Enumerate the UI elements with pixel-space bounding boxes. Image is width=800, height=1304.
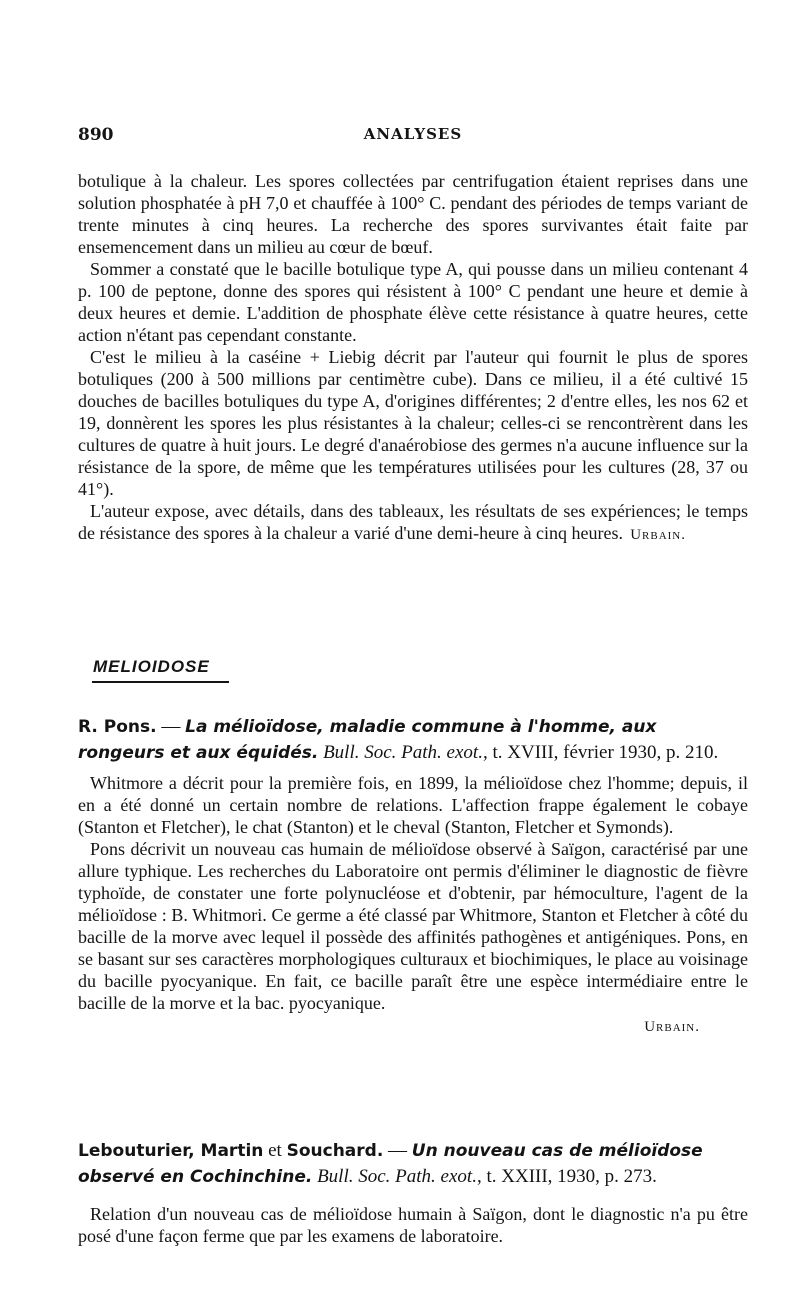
paragraph: Pons décrivit un nouveau cas humain de mélioïdose observé à Saïgon, caractérisé par une allure typhique. Les recherches du Laboratoire ont permis d'éliminer le diagnostic de fièvre typhoïde, de constater une forte polynucléose et d'obtenir, par hémoculture, l'agent de la mélioïdose : B. Whitmori. Ce germe a été classé par Whitmore, Stanton et Fletcher à côté du bacille de la morve avec lequel il possède des affinités pathogènes et antigéniques. Pons, en se basant sur ses caractères morphologiques culturaux et biochimiques, le place au voisinage du bacille pyocyanique. En fait, ce bacille paraît être une espèce intermédiaire entre le bacille de la morve et la bac. pyocyanique. xyxy=(78,839,748,1013)
running-head xyxy=(78,125,748,149)
review-authors: R. Pons. xyxy=(78,717,157,737)
section-rule xyxy=(92,681,229,683)
review-authors-conjunction: et xyxy=(263,1140,287,1161)
paragraph: botulique à la chaleur. Les spores collectées par centrifugation étaient reprises dans une solution phosphatée à pH 7,0 et chauffée à 100° C. pendant des périodes de temps variant de trente minutes à cinq heures. La recherche des spores survivantes était faite par ensemencement dans un milieu au cœur de bœuf. xyxy=(78,171,748,257)
review-citation: , t. XXIII, 1930, p. 273. xyxy=(476,1166,657,1187)
review-citation: , t. XVIII, février 1930, p. 210. xyxy=(482,742,719,763)
running-title: ANALYSES xyxy=(363,125,463,143)
review-reference xyxy=(78,714,748,766)
paragraph: C'est le milieu à la caséine + Liebig décrit par l'auteur qui fournit le plus de spores botuliques (200 à 500 millions par centimètre cube). Dans ce milieu, il a été cultivé 15 douches de bacilles botuliques du type A, d'origines différentes; 2 d'entre elles, les nos 62 et 19, donnèrent les spores les plus résistantes à la chaleur; celles-ci se rencontrèrent dans les cultures de quatre à huit jours. Le degré d'anaérobiose des germes n'a aucune influence sur la résistance de la spore, de même que les températures utilisées pour les cultures (28, 37 ou 41°). xyxy=(78,347,748,499)
review-title: Un nouveau cas de mélioïdose observé en Cochinchine. xyxy=(78,1141,703,1187)
paragraph: Relation d'un nouveau cas de mélioïdose humain à Saïgon, dont le diagnostic n'a pu être posé d'une façon ferme que par les examens de laboratoire. xyxy=(78,1204,748,1246)
signature: Urbain. xyxy=(630,527,686,543)
signature: Urbain. xyxy=(644,1019,700,1035)
review-authors: Lebouturier, Martin xyxy=(78,1141,264,1161)
dash: — xyxy=(161,716,181,737)
paragraph: Sommer a constaté que le bacille botulique type A, qui pousse dans un milieu contenant 4 p. 100 de peptone, donne des spores qui résistent à 100° C pendant une heure et demie à deux heures et demie. L'addition de phosphate élève cette résistance à quatre heures, cette action n'étant pas cependant constante. xyxy=(78,259,748,345)
review-journal: Bull. Soc. Path. exot. xyxy=(323,742,483,763)
paragraph: Whitmore a décrit pour la première fois, en 1899, la mélioïdose chez l'homme; depuis, il en a été donné un certain nombre de relations. L'affection frappe également le cobaye (Stanton et Fletcher), le chat (Stanton) et le cheval (Stanton, Fletcher et Symonds). xyxy=(78,773,748,837)
review-reference xyxy=(78,1138,758,1190)
dash: — xyxy=(388,1140,408,1161)
review-title: La mélioïdose, maladie commune à l'homme, aux rongeurs et aux équidés. xyxy=(78,717,657,763)
review-journal: Bull. Soc. Path. exot. xyxy=(317,1166,477,1187)
review1-text xyxy=(78,772,748,1038)
review2-text xyxy=(78,1203,748,1247)
paragraph: L'auteur expose, avec détails, dans des tableaux, les résultats de ses expériences; le temps de résistance des spores à la chaleur a varié d'une demi-heure à cinq heures. xyxy=(78,501,748,543)
review-authors: Souchard. xyxy=(286,1141,384,1161)
page-number: 890 xyxy=(78,125,114,145)
section1-text xyxy=(78,170,748,546)
section-heading: MELIOIDOSE xyxy=(93,657,210,676)
